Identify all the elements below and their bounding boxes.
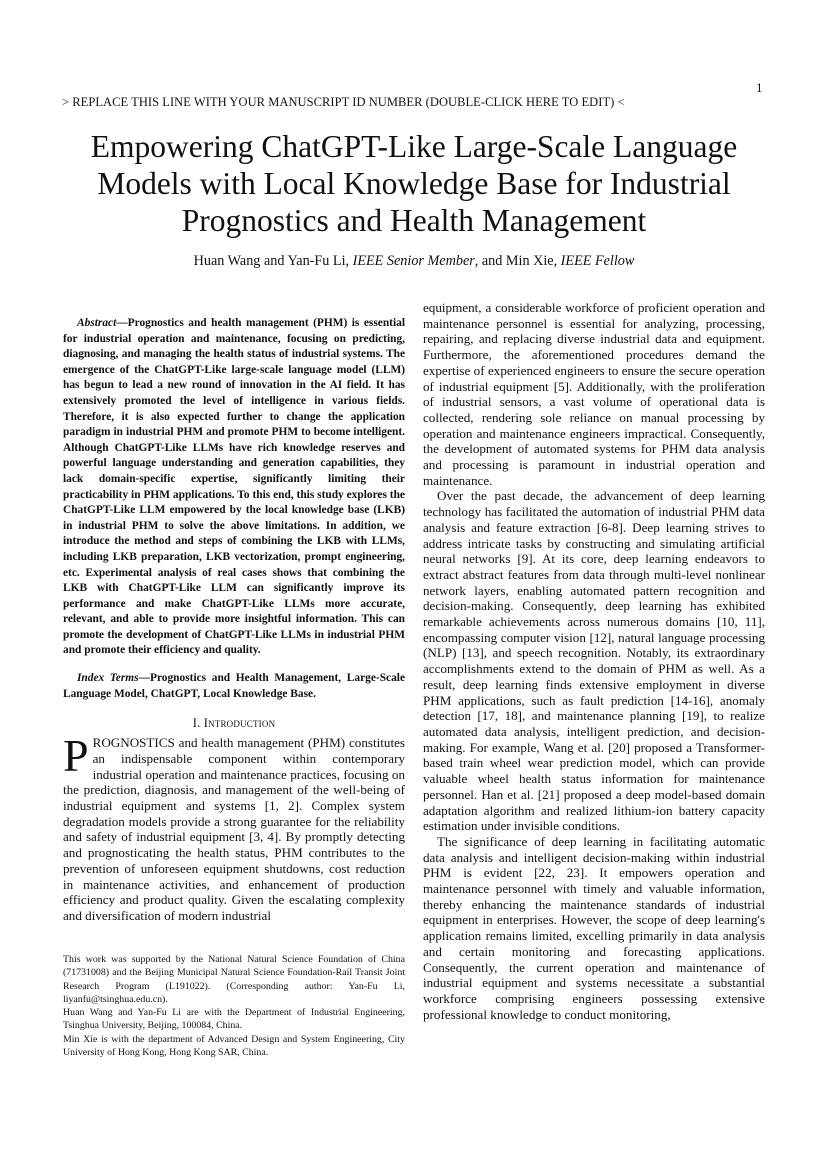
drop-cap: P bbox=[63, 730, 89, 782]
abstract-text: Prognostics and health management (PHM) is essential for industrial operation and maintenance, focusing on predicting, diagnosing, and managing the health status of industrial systems. The emergence of the ChatGPT-Like large-scale language model (LLM) has begun to lead a new round of innovation in the AI field. It has extensively promoted the level of intelligence in various fields. Therefore, it is also expected further to change the application paradigm in industrial PHM and promote PHM to become intelligent. Although ChatGPT-Like LLMs have rich knowledge reserves and powerful language understanding and generation capabilities, they lack domain-specific expertise, significantly limiting their practicability in PHM applications. To this end, this study explores the ChatGPT-Like LLM empowered by the local knowledge base (LKB) in industrial PHM to solve the above limitations. In addition, we introduce the method and steps of combining the LKB with LLMs, including LKB preparation, LKB vectorization, prompt engineering, etc. Experimental analysis of real cases shows that combining the LKB with ChatGPT-Like LLM can significantly improve its performance and make ChatGPT-Like LLMs more accurate, relevant, and able to provide more insightful information. This can promote the development of ChatGPT-Like LLMs in industrial PHM and promote their efficiency and quality. bbox=[63, 317, 405, 657]
body-paragraph: The significance of deep learning in facilitating automatic data analysis and intelligent decision-making within industrial PHM is evident [22, 23]. It empowers operation and maintenance personnel with timely and valuable information, thereby enhancing the maintenance standards of industrial equipment in enterprises. However, the scope of deep learning's application remains limited, excelling primarily in data analysis and certain monitoring and forecasting applications. Consequently, the current operation and maintenance of industrial equipment and systems necessitate a substantial workforce comprising engineers possessing extensive professional knowledge to conduct monitoring, bbox=[423, 833, 765, 1022]
body-paragraph: equipment, a considerable workforce of proficient operation and maintenance personnel is essential for analyzing, processing, repairing, and replacing diverse industrial data and equipment. Furthermore, the aforementioned procedures demand the expertise of experienced engineers to ensure the secure operation of industrial equipment [5]. Additionally, with the proliferation of industrial sensors, a vast volume of operational data is collected, rendering sole reliance on manual processing by operation and maintenance engineers impractical. Consequently, the development of automated systems for PHM data analysis and processing is paramount in industrial operation and maintenance. bbox=[423, 300, 765, 488]
intro-paragraph bbox=[63, 730, 405, 923]
abstract-lead: Abstract bbox=[77, 317, 117, 329]
footnote-affiliation: Min Xie is with the department of Advanced Design and System Engineering, City University of Hong Kong, Hong Kong SAR, China. bbox=[63, 1033, 405, 1059]
index-terms-lead: Index Terms bbox=[77, 672, 139, 685]
page-number: 1 bbox=[756, 80, 763, 95]
left-column bbox=[63, 316, 405, 924]
author-line bbox=[60, 253, 768, 270]
author-names: , and Min Xie, bbox=[474, 253, 561, 269]
footnote-affiliation: Huan Wang and Yan-Fu Li are with the Department of Industrial Engineering, Tsinghua University, Beijing, 100084, China. bbox=[63, 1007, 405, 1032]
body-paragraph: Over the past decade, the advancement of deep learning technology has facilitated the automation of industrial PHM data analysis and feature extraction [6-8]. Deep learning strives to address intricate tasks by constructing and simulating artificial neural networks [9]. At its core, deep learning endeavors to extract abstract features from data through multi-level nonlinear network layers, enabling automated pattern recognition and decision-making. Consequently, deep learning has exhibited remarkable achievements across numerous domains [10, 11], encompassing computer vision [12], natural language processing (NLP) [13], and speech recognition. Notably, its extraordinary accomplishments extend to the domain of PHM as well. As a result, deep learning finds extensive employment in diverse PHM applications, such as fault prediction [14-16], anomaly detection [17, 18], and maintenance planning [19], to realize automated data analysis, intelligent prediction, and decision-making. For example, Wang et al. [20] proposed a Transformer-based train wheel wear prediction model, which can provide valuable wheel health status information for maintenance personnel. Han et al. [21] proposed a deep model-based domain adaptation algorithm and realized lithium-ion battery capacity estimation under invisible conditions. bbox=[423, 488, 765, 834]
abstract bbox=[63, 316, 405, 659]
author-affiliation: IEEE Fellow bbox=[560, 253, 635, 269]
title-line: Models with Local Knowledge Base for Industrial bbox=[97, 166, 731, 201]
title-line: Empowering ChatGPT-Like Large-Scale Language bbox=[90, 129, 738, 164]
footnote-funding: This work was supported by the National Natural Science Foundation of China (71731008) and the Beijing Municipal Natural Science Foundation-Rail Transit Joint Research Program (L191022). (Corresponding author: Yan-Fu Li, liyanfu@tsinghua.edu.cn). bbox=[63, 954, 405, 1005]
author-names: Huan Wang and Yan-Fu Li, bbox=[193, 253, 353, 269]
paper-title bbox=[60, 128, 768, 239]
abstract-dash: — bbox=[116, 317, 128, 329]
author-affiliation: IEEE Senior Member bbox=[352, 253, 475, 269]
index-terms bbox=[63, 671, 405, 702]
right-column bbox=[423, 300, 765, 1022]
index-terms-text: Prognostics and Health Management, Large-Scale Language Model, ChatGPT, Local Knowledge Base. bbox=[63, 672, 405, 700]
section-heading-introduction: I. Introduction bbox=[192, 716, 276, 731]
footnotes bbox=[63, 953, 405, 1059]
intro-paragraph-text: ROGNOSTICS and health management (PHM) constitutes an indispensable component within contemporary industrial operation and maintenance practices, focusing on the prediction, diagnosis, and management of the well-being of industrial equipment and systems [1, 2]. Complex system degradation models provide a strong guarantee for the reliability and safety of industrial equipment [3, 4]. By promptly detecting and prognosticating the health status, PHM contributes to the prevention of unforeseen equipment shutdowns, cost reduction in maintenance activities, and enhancement of production efficiency and product quality. Given the escalating complexity and diversification of modern industrial bbox=[63, 735, 405, 923]
title-line: Prognostics and Health Management bbox=[181, 203, 647, 238]
manuscript-id-line: > REPLACE THIS LINE WITH YOUR MANUSCRIPT ID NUMBER (DOUBLE-CLICK HERE TO EDIT) < bbox=[62, 95, 625, 109]
index-terms-dash: — bbox=[138, 672, 150, 685]
